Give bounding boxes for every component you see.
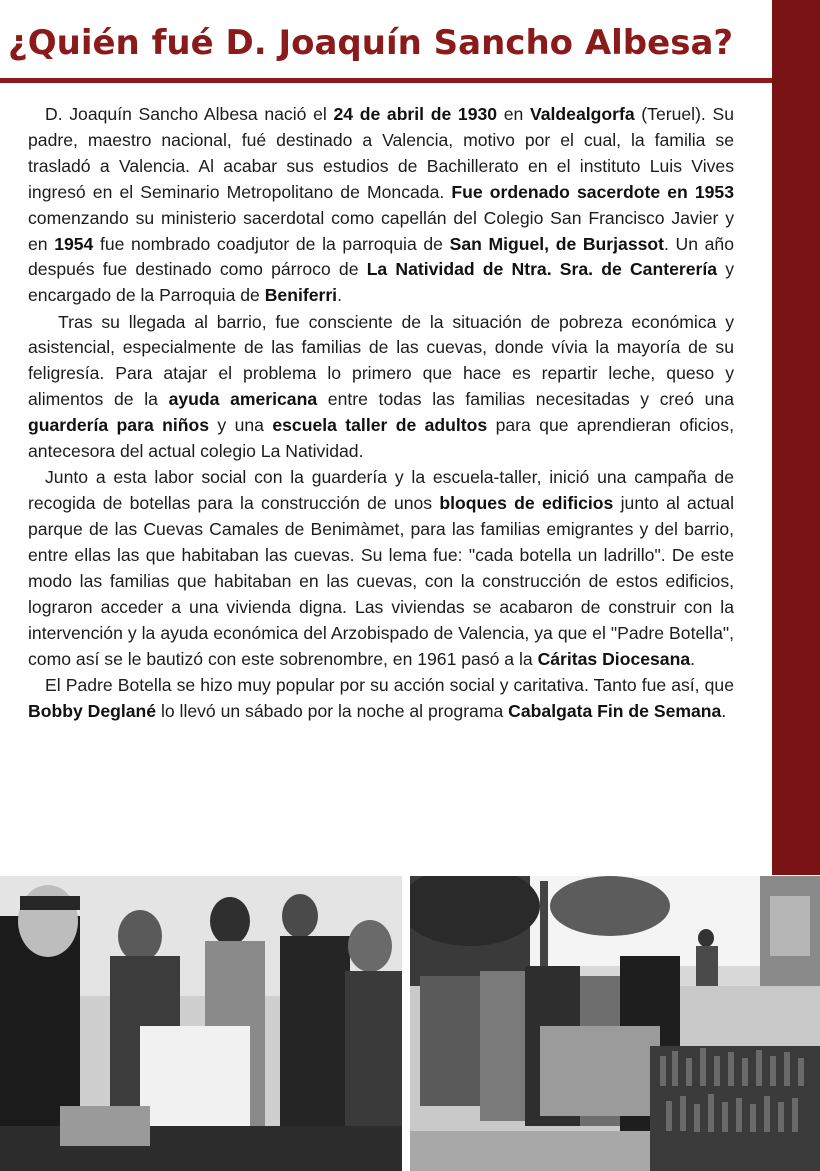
cabalgata-program: Cabalgata Fin de Semana bbox=[508, 700, 722, 721]
text-run: Junto a esta labor social con la guardería y la escuela-taller, inició una campaña de recogida de botellas para la construcción de unos bbox=[28, 467, 734, 514]
text-run: Tras su llegada al barrio, fue consciente de la situación de pobreza económica y asistencial, especialmente de las familias de las cuevas, donde vívia la mayoría de su feligresía. Para atajar el problema lo primero que hace es repartir leche, queso y alimentos de la bbox=[28, 311, 734, 410]
photo-bottle-collection bbox=[410, 876, 820, 1171]
photo-priest-with-children bbox=[0, 876, 402, 1171]
birthplace: Valdealgorfa bbox=[529, 104, 635, 124]
guarderia: guardería para niños bbox=[28, 415, 210, 436]
parish-beniferri: Beniferri bbox=[264, 285, 338, 306]
parish-burjassot: San Miguel, de Burjassot bbox=[449, 233, 664, 254]
text-run: fue nombrado coadjutor de la parroquia de bbox=[93, 233, 450, 254]
text-run: . bbox=[690, 648, 696, 669]
bobby-deglane: Bobby Deglané bbox=[28, 700, 157, 721]
text-run: . Un año después fue destinado como párroco de bbox=[28, 233, 734, 280]
photo-bottle-collection-image bbox=[410, 876, 820, 1171]
text-run: para que aprendieran oficios, antecesora del actual colegio La Natividad. bbox=[28, 415, 734, 462]
bloques-edificios: bloques de edificios bbox=[439, 493, 614, 514]
paragraph-social-work bbox=[28, 310, 734, 465]
text-run: El Padre Botella se hizo muy popular por su acción social y caritativa. Tanto fue así, que bbox=[45, 674, 734, 695]
paragraph-popularity bbox=[28, 673, 734, 725]
decorative-side-bar bbox=[772, 0, 820, 875]
text-run: y encargado de la Parroquia de bbox=[28, 259, 735, 306]
title-underline bbox=[0, 78, 772, 83]
text-run: D. Joaquín Sancho Albesa nació el bbox=[45, 104, 334, 124]
text-run: (Teruel). Su padre, maestro nacional, fué destinado a Valencia, motivo por el cual, la familia se trasladó a Valencia. Al acabar sus estudios de Bachillerato en el instituto Luis Vives ingresó en el Seminario Metropolitano de Moncada. bbox=[28, 104, 735, 202]
text-run: en bbox=[497, 104, 530, 124]
birth-date: 24 de abril de 1930 bbox=[333, 104, 498, 124]
text-run: entre todas las familias necesitadas y creó una bbox=[317, 389, 734, 410]
caritas-diocesana: Cáritas Diocesana bbox=[537, 648, 691, 669]
text-run: lo llevó un sábado por la noche al programa bbox=[156, 700, 509, 721]
article-body bbox=[28, 102, 734, 725]
year-1954: 1954 bbox=[54, 233, 94, 254]
page-title: ¿Quién fué D. Joaquín Sancho Albesa? bbox=[8, 23, 734, 63]
text-run: . bbox=[721, 700, 727, 721]
paragraph-biography bbox=[28, 102, 734, 309]
text-run: junto al actual parque de las Cuevas Camales de Benimàmet, para las familias emigrantes y del barrio, entre ellas las que habitaban las cuevas. Su lema fue: "cada botella un ladrillo". De este modo las familias que habitaban en las cuevas, con la construcción de estos edificios, lograron acceder a una vivienda digna. Las viviendas se acabaron de construir con la intervención y la ayuda económica del Arzobispado de Valencia, ya que el "Padre Botella", como así se le bautizó con este sobrenombre, en 1961 pasó a la bbox=[28, 493, 734, 669]
parish-natividad: La Natividad de Ntra. Sra. de Canterería bbox=[366, 259, 718, 280]
photo-priest-with-children-image bbox=[0, 876, 402, 1171]
text-run: . bbox=[337, 285, 342, 306]
paragraph-bottle-campaign bbox=[28, 465, 734, 672]
ayuda-americana: ayuda americana bbox=[168, 389, 318, 410]
text-run: comenzando su ministerio sacerdotal como capellán del Colegio San Francisco Javier y en bbox=[28, 207, 734, 254]
ordination: Fue ordenado sacerdote en 1953 bbox=[451, 181, 735, 202]
escuela-taller: escuela taller de adultos bbox=[272, 415, 488, 436]
text-run: y una bbox=[209, 415, 273, 436]
